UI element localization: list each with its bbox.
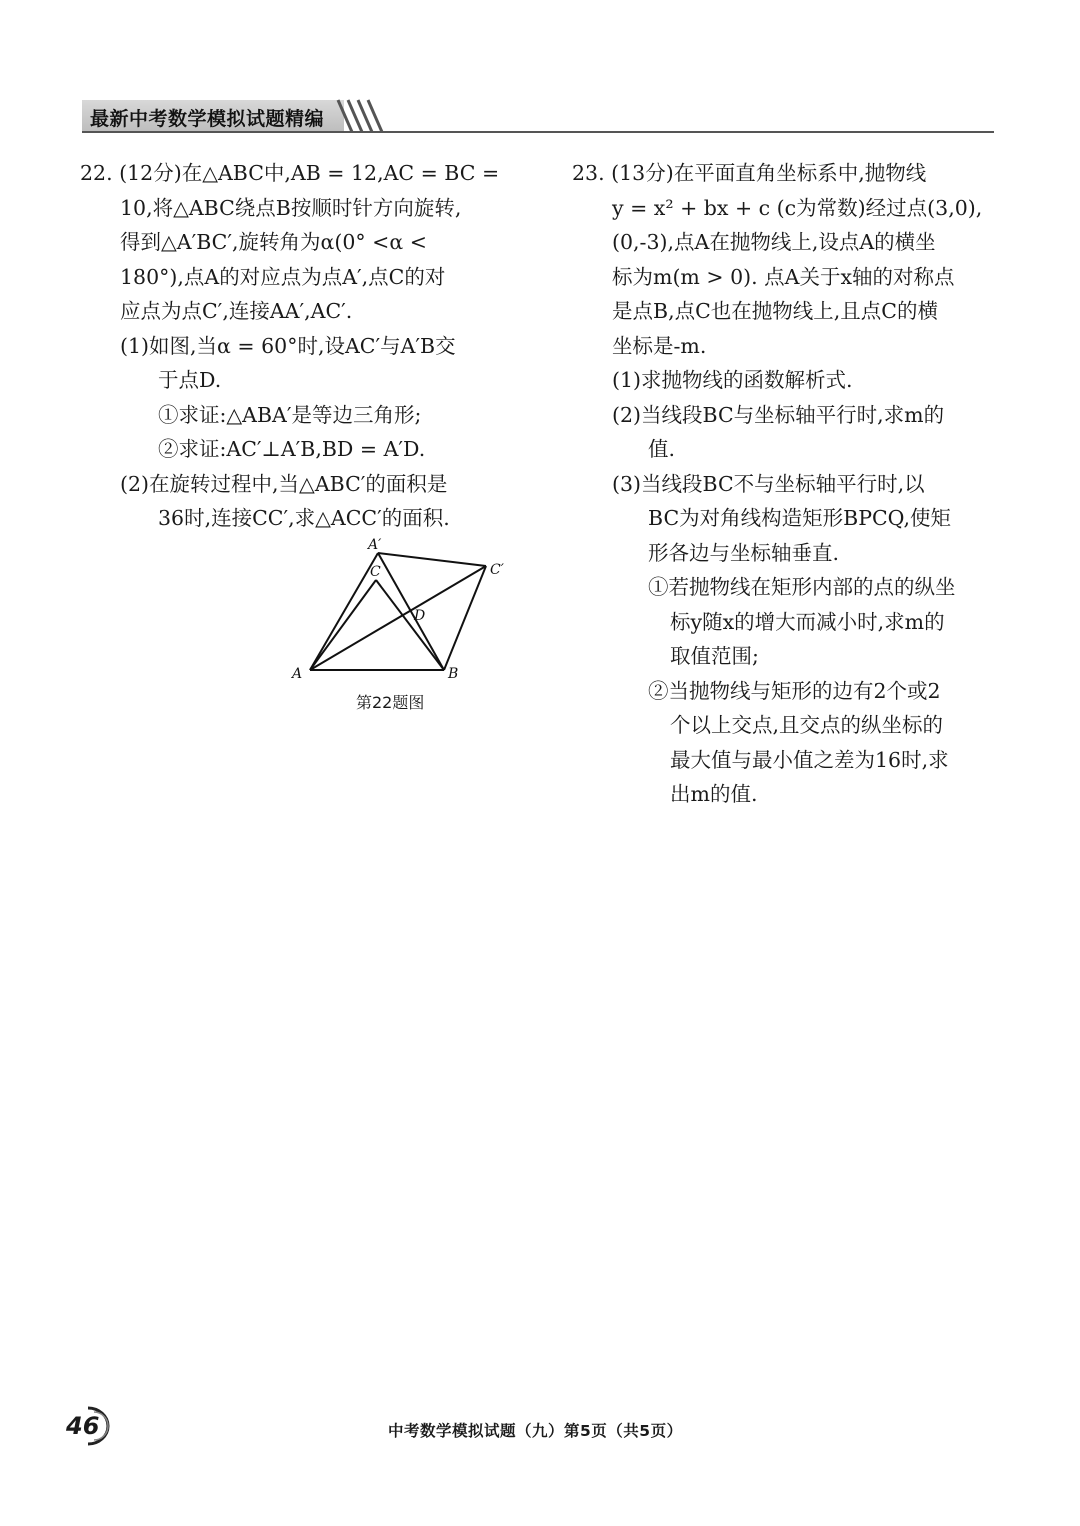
q22-geometry-figure [288,532,518,682]
label-C: C [370,564,381,580]
q22-line: 于点D. [158,368,222,392]
q23-subpart-1: ①若抛物线在矩形内部的点的纵坐 [648,575,956,599]
label-D: D [414,608,426,624]
q22-line: 10,将△ABC绕点B按顺时针方向旋转, [120,195,462,220]
q23-line: 形各边与坐标轴垂直. [648,540,840,565]
q23-line: 取值范围; [670,644,759,668]
q23-line: 值. [648,437,676,461]
q23-line: 最大值与最小值之差为16时,求 [670,747,949,772]
book-title: 最新中考数学模拟试题精编 [90,108,325,130]
label-B: B [448,666,459,682]
question-23 [572,156,1002,812]
q22-line: 180°),点A的对应点为点A′,点C的对 [120,264,446,289]
q23-line: y = x² + bx + c (c为常数)经过点(3,0), [612,195,983,220]
q23-line: 标y随x的增大而减小时,求m的 [670,609,945,634]
q23-line: (0,-3),点A在抛物线上,设点A的横坐 [612,230,936,254]
q23-line: BC为对角线构造矩形BPCQ,使矩 [648,506,951,530]
label-A: A [292,666,303,682]
header-slashes-decoration [334,98,384,134]
q23-line: 是点B,点C也在抛物线上,且点C的横 [612,299,938,323]
label-A-prime: A′ [368,537,382,553]
segment-AC [310,580,376,670]
label-C-prime: C′ [490,562,504,578]
footer-title: 中考数学模拟试题（九）第5页（共5页） [388,1422,683,1440]
q23-line: 个以上交点,且交点的纵坐标的 [670,713,944,737]
question-22 [80,156,510,536]
segment-AA1 [310,553,378,670]
q23-line: 坐标是-m. [612,333,707,358]
segment-AC1 [310,566,486,670]
q22-line: 22. (12分)在△ABC中,AB = 12,AC = BC = [80,161,500,185]
q23-line: 标为m(m > 0). 点A关于x轴的对称点 [612,264,955,289]
q23-part-2: (2)当线段BC与坐标轴平行时,求m的 [612,402,945,427]
q23-subpart-2: ②当抛物线与矩形的边有2个或2 [648,678,941,703]
q22-part-1: (1)如图,当α = 60°时,设AC′与A′B交 [120,333,456,358]
q22-part-2: (2)在旋转过程中,当△ABC′的面积是 [120,471,448,496]
q23-line: 23. (13分)在平面直角坐标系中,抛物线 [572,161,927,185]
q23-part-3: (3)当线段BC不与坐标轴平行时,以 [612,471,925,496]
q22-subpart-1: ①求证:△ABA′是等边三角形; [158,402,422,427]
q22-subpart-2: ②求证:AC′⊥A′B,BD = A′D. [158,437,426,461]
header-rule [82,131,994,133]
q22-line: 得到△A′BC′,旋转角为α(0° <α < [120,230,427,254]
segment-A1C1 [378,553,486,566]
q22-line: 应点为点C′,连接AA′,AC′. [120,299,353,323]
q23-part-1: (1)求抛物线的函数解析式. [612,368,853,392]
page-number: 46 [66,1412,100,1440]
q23-line: 出m的值. [670,782,758,806]
figure-caption: 第22题图 [356,693,425,712]
segment-A1B [378,553,444,670]
segment-C1B [444,566,486,670]
q22-line: 36时,连接CC′,求△ACC′的面积. [158,506,450,530]
